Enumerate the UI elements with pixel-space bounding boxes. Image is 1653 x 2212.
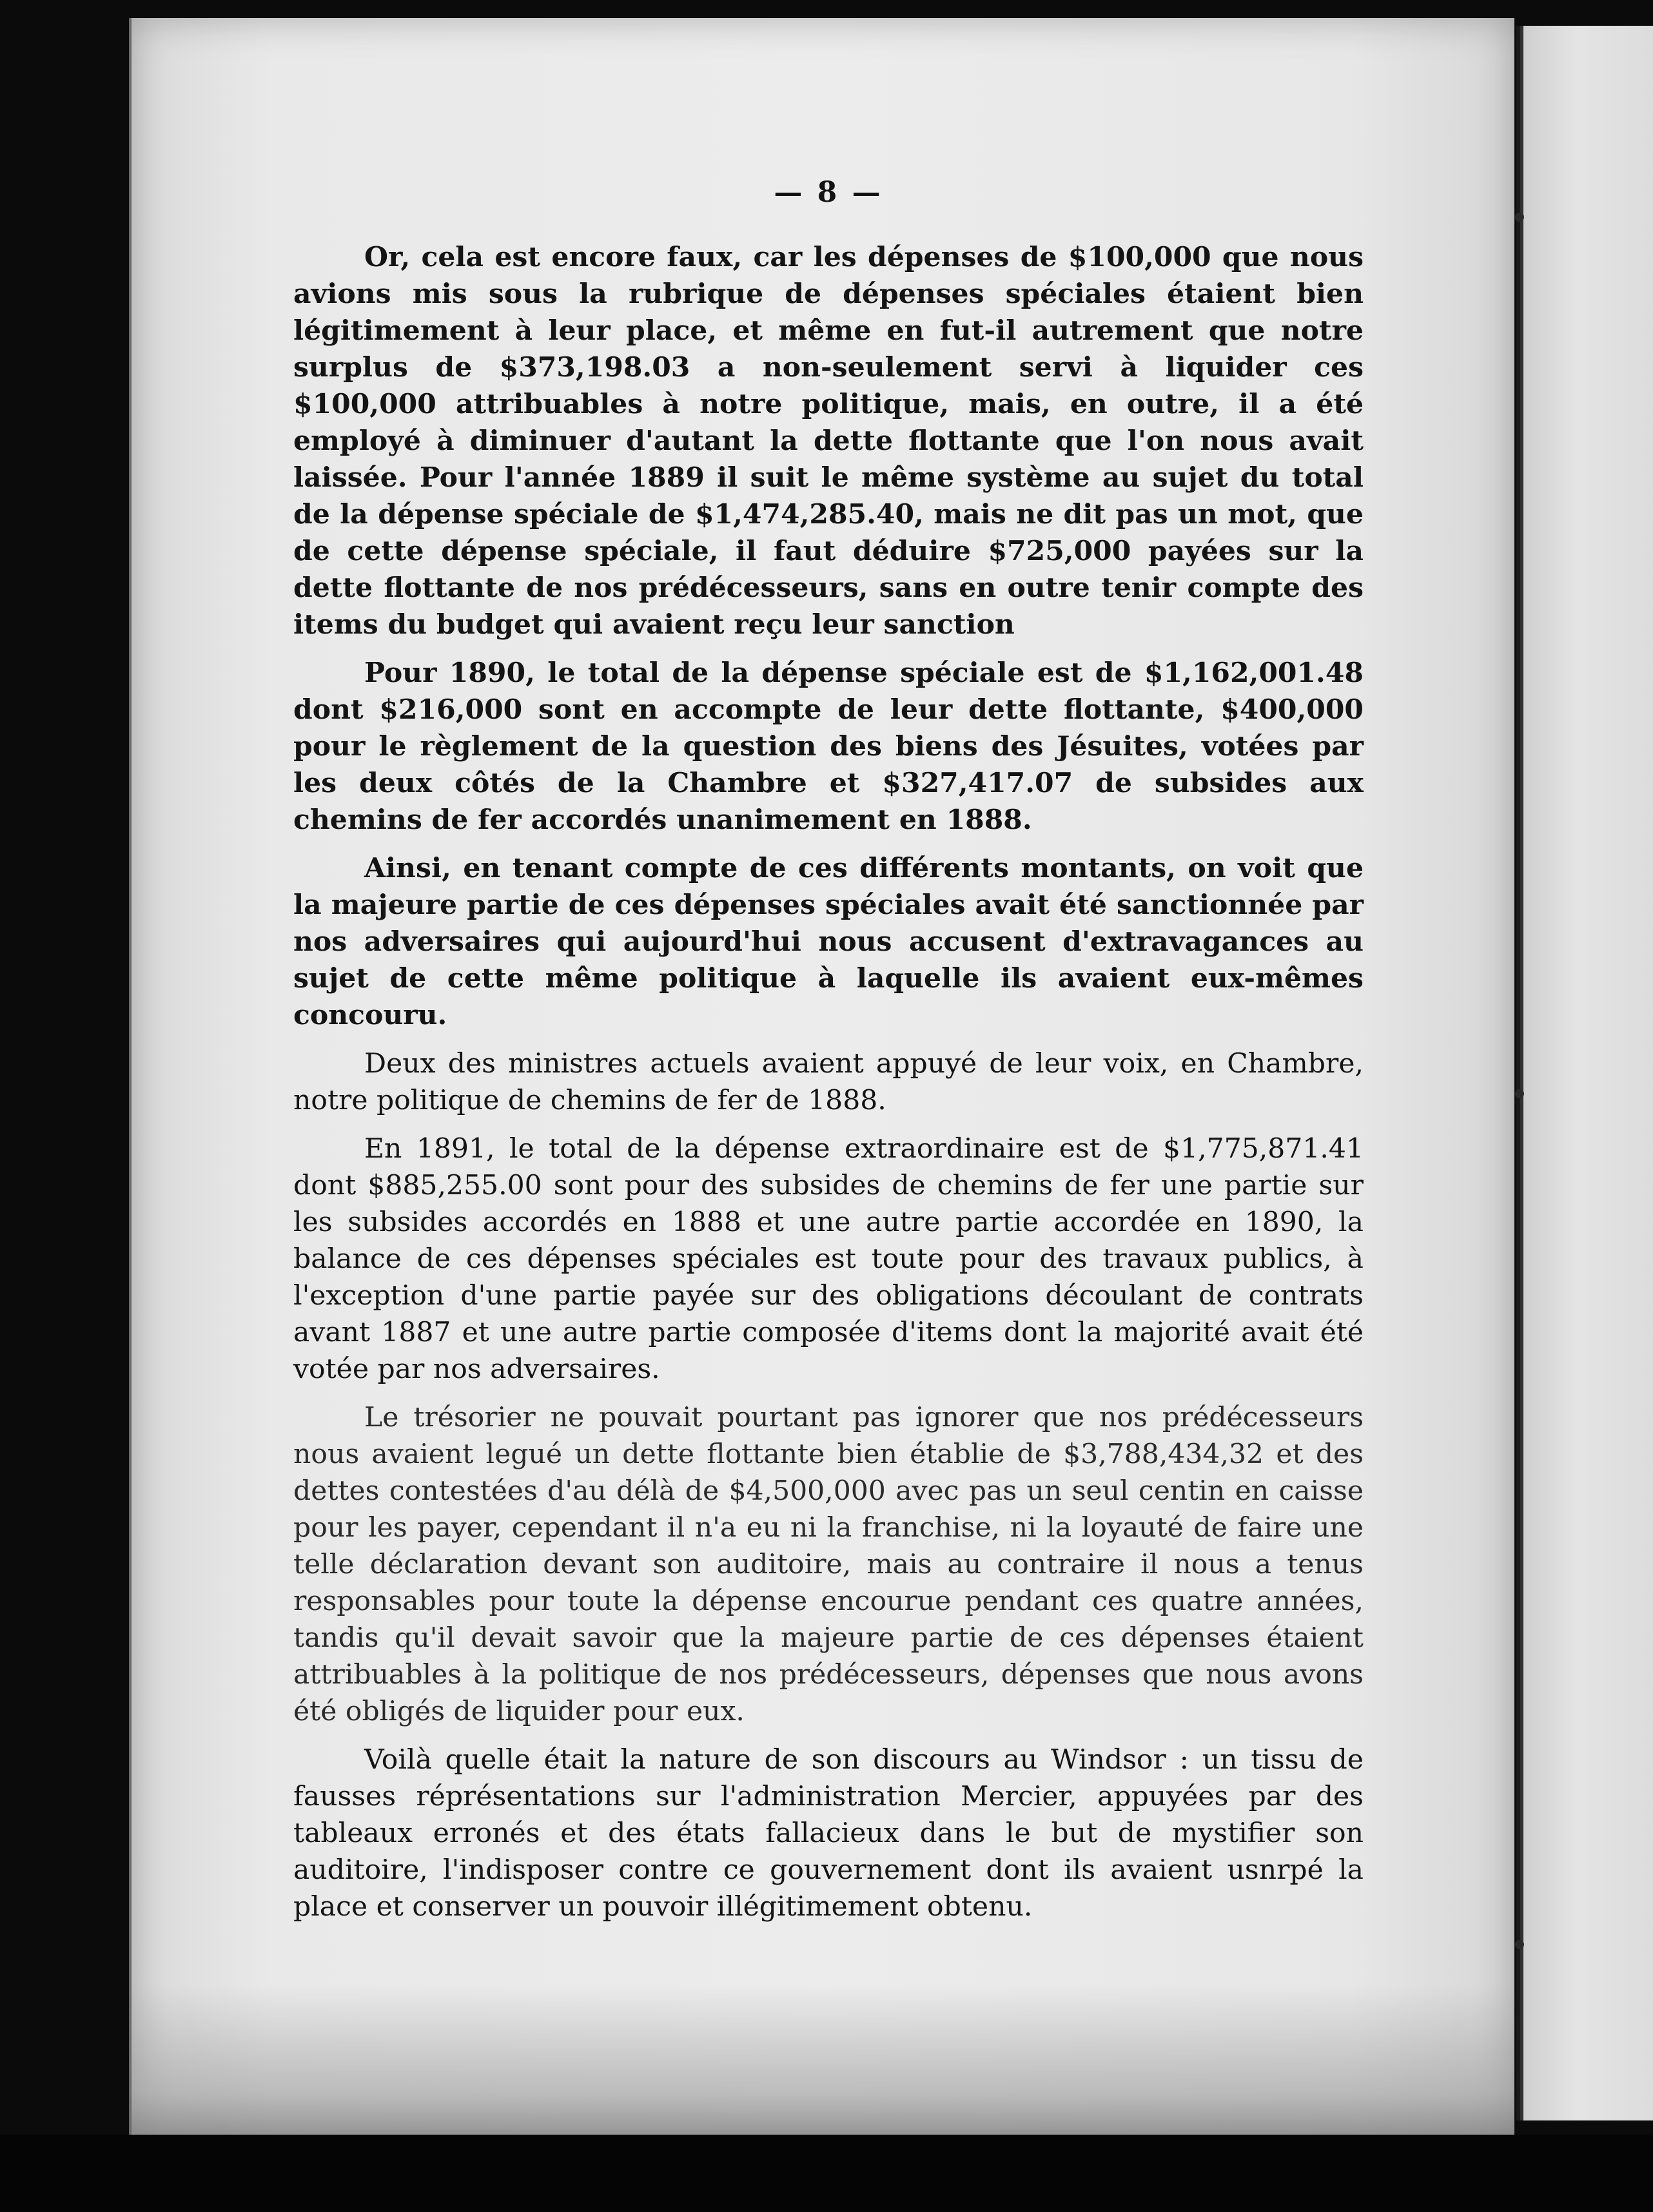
paragraph: Or, cela est encore faux, car les dépenses de $100,000 que nous avions mis sous la rubrique de dépenses spéciales étaient bien légitimement à leur place, et même en fut-il autrement que notre surplus de $373,198.03 a non-seulement servi à liquider ces $100,000 attribuables à notre politique, mais, en outre, il a été employé à diminuer d'autant la dette flottante que l'on nous avait laissée. Pour l'année 1889 il suit le même système au sujet du total de la dépense spéciale de $1,474,285.40, mais ne dit pas un mot, que de cette dépense spéciale, il faut déduire $725,000 payées sur la dette flottante de nos prédécesseurs, sans en outre tenir compte des items du budget qui avaient reçu leur sanction [293, 241, 1364, 641]
paragraph: Ainsi, en tenant compte de ces différents montants, on voit que la majeure partie de ces dépenses spéciales avait été sanctionnée par nos adversaires qui aujourd'hui nous accusent d'extravagances au sujet de cette même politique à laquelle ils avaient eux-mêmes concouru. [293, 852, 1364, 1031]
bold-text-section [293, 239, 1364, 1034]
paragraph: Le trésorier ne pouvait pourtant pas ignorer que nos prédécesseurs nous avaient legué un dette flottante bien établie de $3,788,434,32 et des dettes contestées d'au délà de $4,500,000 avec pas un seul centin en caisse pour les payer, cependant il n'a eu ni la franchise, ni la loyauté de faire une telle déclaration devant son auditoire, mais au contraire il nous a tenus responsables pour toute la dépense encourue pendant ces quatre années, tandis qu'il devait savoir que la majeure partie de ces dépenses étaient attribuables à la politique de nos prédécesseurs, dépenses que nous avons été obligés de liquider pour eux. [293, 1402, 1364, 1727]
scan-bottom-shadow [0, 2135, 1653, 2212]
binding-stitch [1515, 1089, 1524, 1098]
paragraph: Voilà quelle était la nature de son discours au Windsor : un tissu de fausses réprésentations sur l'administration Mercier, appuyées par des tableaux erronés et des états fallacieux dans le but de mystifier son auditoire, l'indisposer contre ce gouvernement dont ils avaient usnrpé la place et conserver un pouvoir illégitimement obtenu. [293, 1744, 1364, 1923]
page-number: — 8 — [774, 176, 883, 209]
paragraph: Deux des ministres actuels avaient appuyé de leur voix, en Chambre, notre politique de chemins de fer de 1888. [293, 1048, 1364, 1116]
facing-page-edge [1520, 26, 1653, 2120]
binding-stitch [1515, 1940, 1524, 1949]
paragraph: En 1891, le total de la dépense extraordinaire est de $1,775,871.41 dont $885,255.00 sont pour des subsides de chemins de fer une partie sur les subsides accordés en 1888 et une autre partie accordée en 1890, la balance de ces dépenses spéciales est toute pour des travaux publics, à l'exception d'une partie payée sur des obligations découlant de contrats avant 1887 et une autre partie composée d'items dont la majorité avait été votée par nos adversaires. [293, 1133, 1364, 1385]
text-block [293, 174, 1364, 1937]
regular-text-section [293, 1045, 1364, 1925]
binding-stitch [1515, 213, 1524, 222]
paragraph: Pour 1890, le total de la dépense spéciale est de $1,162,001.48 dont $216,000 sont en accompte de leur dette flottante, $400,000 pour le règlement de la question des biens des Jésuites, votées par les deux côtés de la Chambre et $327,417.07 de subsides aux chemins de fer accordés unanimement en 1888. [293, 657, 1364, 836]
